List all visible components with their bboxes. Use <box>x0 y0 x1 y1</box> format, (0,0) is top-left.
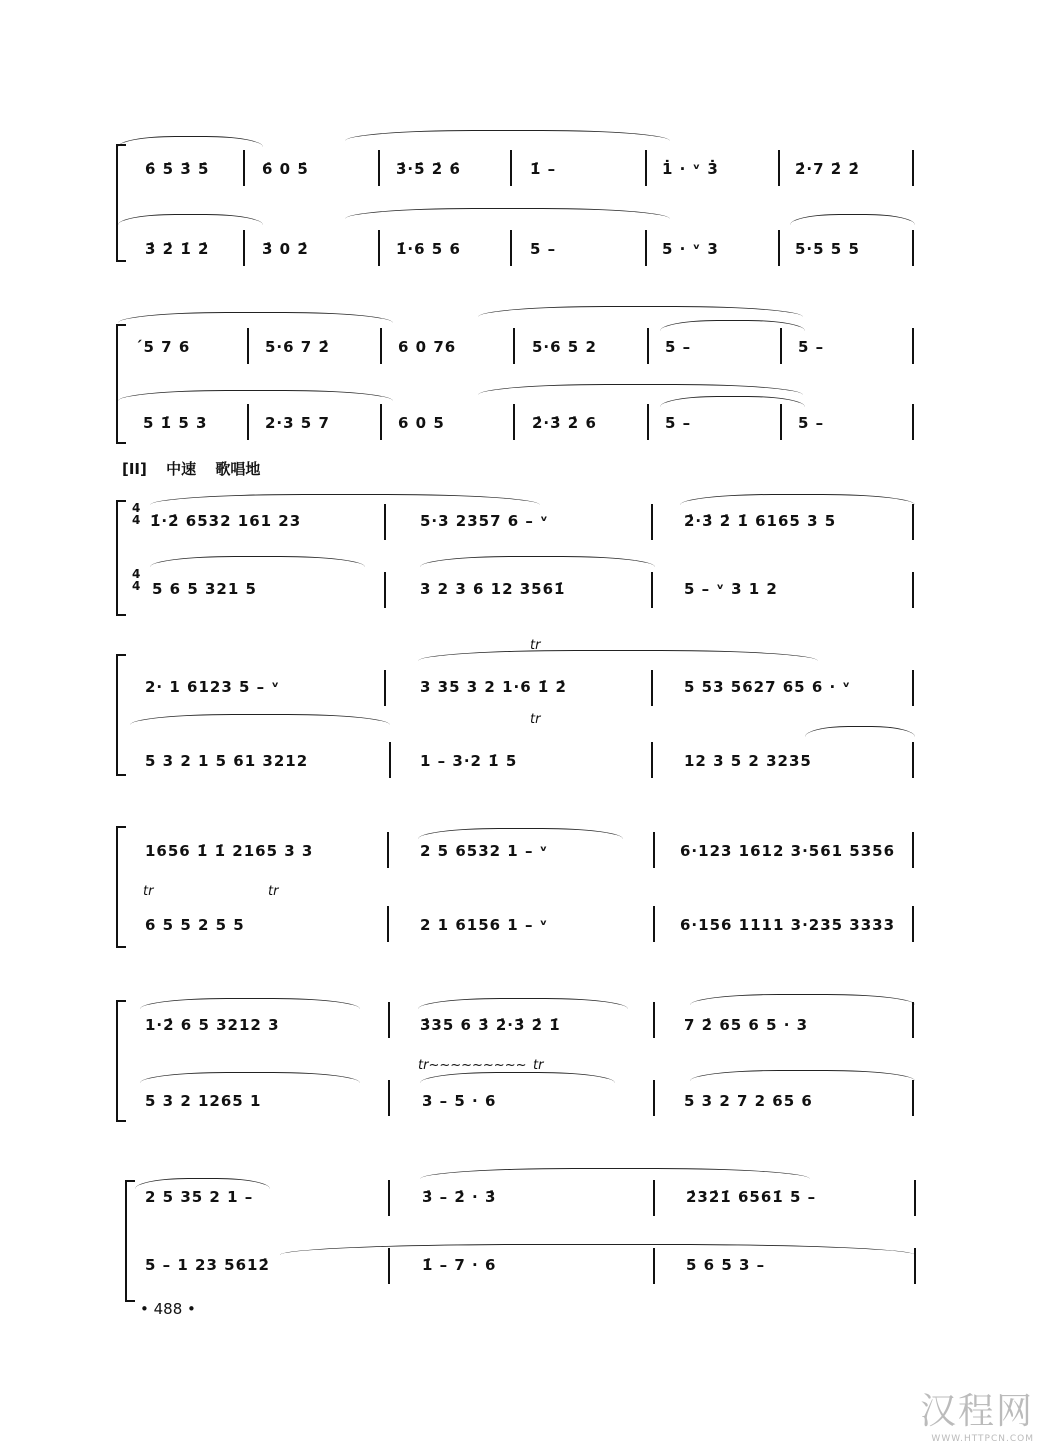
slur <box>690 1070 915 1081</box>
measure: 3 – 5 · 6 <box>422 1092 497 1110</box>
barline <box>247 328 249 364</box>
measure: 5 3 2 7 2 65 6 <box>684 1092 813 1110</box>
barline <box>510 230 512 266</box>
measure: 6·156 1111 3·235 3333 <box>680 916 896 934</box>
barline <box>513 328 515 364</box>
barline <box>912 230 914 266</box>
slur <box>805 726 915 737</box>
barline <box>645 230 647 266</box>
slur <box>478 384 803 395</box>
barline <box>912 572 914 608</box>
measure: 1̇ – <box>530 160 557 178</box>
barline <box>513 404 515 440</box>
barline <box>653 832 655 868</box>
measure: 5·6 7 2̇ <box>265 338 330 356</box>
barline <box>653 1002 655 1038</box>
barline <box>912 670 914 706</box>
measure: 1̇·6 5 6 <box>396 240 461 258</box>
barline <box>912 404 914 440</box>
measure: 2· 1 6123 5 – ᵛ <box>145 678 280 696</box>
slur <box>118 136 263 147</box>
barline <box>912 742 914 778</box>
measure: 7 2̇ 65 6 5 · 3 <box>684 1016 809 1034</box>
slur <box>420 1072 615 1083</box>
slur <box>140 998 360 1009</box>
section-heading <box>122 458 260 479</box>
slur <box>150 494 540 505</box>
system-bracket <box>116 500 126 616</box>
barline <box>780 328 782 364</box>
barline <box>912 832 914 868</box>
measure: 5 3 2 1 5 61 3212 <box>145 752 309 770</box>
measure: 5 – <box>665 338 692 356</box>
measure: 5 1̇ 5 3 <box>143 414 208 432</box>
trill-mark: tr <box>268 884 279 899</box>
tempo-marking: 中速 <box>166 460 197 478</box>
measure: 2̇·3̇ 2̇ 6 <box>532 414 597 432</box>
system-bracket <box>116 324 126 444</box>
barline <box>651 670 653 706</box>
measure: 1̇·2̇ 6532 161 23 <box>150 512 302 530</box>
measure: 12 3 5 2 3235 <box>684 752 812 770</box>
trill-mark: tr <box>143 884 154 899</box>
barline <box>384 504 386 540</box>
measure: 6 5 5 2 5 5 <box>145 916 245 934</box>
measure: 3̇ 0 2̇ <box>262 240 309 258</box>
measure: 5·5 5 5 <box>795 240 860 258</box>
measure: 3̇ – 2̇ · 3̇ <box>422 1188 497 1206</box>
barline <box>243 230 245 266</box>
page-number: • 488 • <box>140 1300 196 1318</box>
trill-mark: tr <box>530 638 541 653</box>
time-signature: 4 4 <box>132 501 141 527</box>
slur <box>660 320 805 331</box>
system-bracket <box>116 144 126 262</box>
barline <box>653 1080 655 1116</box>
measure: 6·123 1612 3·561 5356 <box>680 842 896 860</box>
watermark-url: WWW.HTTPCN.COM <box>931 1434 1034 1444</box>
measure: 5 – <box>665 414 692 432</box>
barline <box>651 504 653 540</box>
slur <box>118 390 393 401</box>
measure: 5·6 5 2 <box>532 338 597 356</box>
system-bracket <box>116 1000 126 1122</box>
slur <box>420 1168 810 1179</box>
measure: 1̇ · ᵛ 3̇ <box>662 160 719 178</box>
barline <box>380 404 382 440</box>
barline <box>647 404 649 440</box>
barline <box>388 1002 390 1038</box>
measure: 3̇35 6 3̇ 2̇·3̇ 2̇ 1̇ <box>420 1016 561 1034</box>
measure: 5 53 5627 65 6 · ᵛ <box>684 678 851 696</box>
measure: 5 · ᵛ 3 <box>662 240 719 258</box>
section-number: [II] <box>122 460 147 478</box>
barline <box>247 404 249 440</box>
barline <box>653 1180 655 1216</box>
barline <box>653 906 655 942</box>
watermark-logo: 汉程网 <box>919 1391 1034 1432</box>
measure: 5 – <box>798 414 825 432</box>
slur <box>280 1244 915 1255</box>
measure: 1·2̇ 6 5 3212 3 <box>145 1016 280 1034</box>
watermark <box>920 1383 1034 1444</box>
measure: 5 – <box>530 240 557 258</box>
barline <box>912 1080 914 1116</box>
measure: 2 5 6532 1 – ᵛ <box>420 842 549 860</box>
barline <box>778 230 780 266</box>
system-bracket <box>116 654 126 776</box>
time-signature: 4 4 <box>132 567 141 593</box>
measure: 1̇ – 7 · 6 <box>422 1256 497 1274</box>
measure: 5 6 5 3 – <box>686 1256 766 1274</box>
trill-mark: tr <box>533 1058 544 1073</box>
system-bracket <box>116 826 126 948</box>
measure: 6 0 5 <box>398 414 445 432</box>
barline <box>651 742 653 778</box>
barline <box>388 1248 390 1284</box>
barline <box>388 1180 390 1216</box>
measure: 2 1 6156 1 – ᵛ <box>420 916 549 934</box>
expression-marking: 歌唱地 <box>215 460 261 478</box>
measure: 2 5 35 2 1 – <box>145 1188 254 1206</box>
system-bracket <box>125 1180 135 1302</box>
barline <box>645 150 647 186</box>
measure: 5 – <box>798 338 825 356</box>
slur <box>118 214 263 225</box>
slur <box>418 650 818 661</box>
slur <box>680 494 915 505</box>
measure: 6̇ 5̇ 3̇ 5̇ <box>145 160 210 178</box>
measure: 1 – 3·2 1̇ 5 <box>420 752 518 770</box>
barline <box>389 742 391 778</box>
measure: 2̇·3̇ 2̇ 1̇ 6165 3 5 <box>684 512 837 530</box>
measure: 5 3 2 1265 1 <box>145 1092 262 1110</box>
barline <box>243 150 245 186</box>
measure: 5·3 2357 6 – ᵛ <box>420 512 549 530</box>
barline <box>653 1248 655 1284</box>
barline <box>912 328 914 364</box>
barline <box>651 572 653 608</box>
measure: 2̇32̇1̇ 6561̇ 5 – <box>686 1188 817 1206</box>
barline <box>387 906 389 942</box>
measure: 3 2 3 6 12 3561̇ <box>420 580 566 598</box>
measure: 1656 1̇ 1̇ 2165 3 3 <box>145 842 314 860</box>
measure: ˊ5 7 6 <box>135 338 191 356</box>
measure: 3̇·5̇ 2̇ 6̇ <box>396 160 461 178</box>
slur <box>130 714 390 725</box>
barline <box>378 230 380 266</box>
measure: 2̇·7 2̇ 2̇ <box>795 160 860 178</box>
barline <box>380 328 382 364</box>
measure: 3 35 3 2 1·6 1̇ 2̇ <box>420 678 567 696</box>
slur <box>140 1072 360 1083</box>
slur <box>345 208 670 219</box>
trill-mark: tr <box>530 712 541 727</box>
slur <box>118 312 393 323</box>
barline <box>384 572 386 608</box>
slur <box>660 396 805 407</box>
measure: 6̇ 0 5̇ <box>262 160 309 178</box>
measure: 6 0 76 <box>398 338 457 356</box>
slur <box>418 828 623 839</box>
barline <box>388 1080 390 1116</box>
slur <box>150 556 365 567</box>
barline <box>647 328 649 364</box>
barline <box>780 404 782 440</box>
barline <box>912 906 914 942</box>
measure: 5 – 1 23 5612̇ <box>145 1256 270 1274</box>
trill-mark: tr~~~~~~~~~ <box>418 1058 527 1073</box>
barline <box>912 1002 914 1038</box>
barline <box>384 670 386 706</box>
slur <box>690 994 915 1005</box>
barline <box>914 1248 916 1284</box>
barline <box>510 150 512 186</box>
slur <box>420 556 655 567</box>
barline <box>778 150 780 186</box>
measure: 2·3 5 7 <box>265 414 330 432</box>
measure: 3̇ 2̇ 1̇ 2̇ <box>145 240 210 258</box>
barline <box>914 1180 916 1216</box>
measure: 5 – ᵛ 3 1 2 <box>684 580 778 598</box>
barline <box>912 504 914 540</box>
barline <box>387 832 389 868</box>
slur <box>418 998 628 1009</box>
barline <box>912 150 914 186</box>
slur <box>345 130 670 141</box>
slur <box>790 214 915 225</box>
slur <box>478 306 803 317</box>
barline <box>378 150 380 186</box>
measure: 5 6 5 321 5 <box>152 580 257 598</box>
